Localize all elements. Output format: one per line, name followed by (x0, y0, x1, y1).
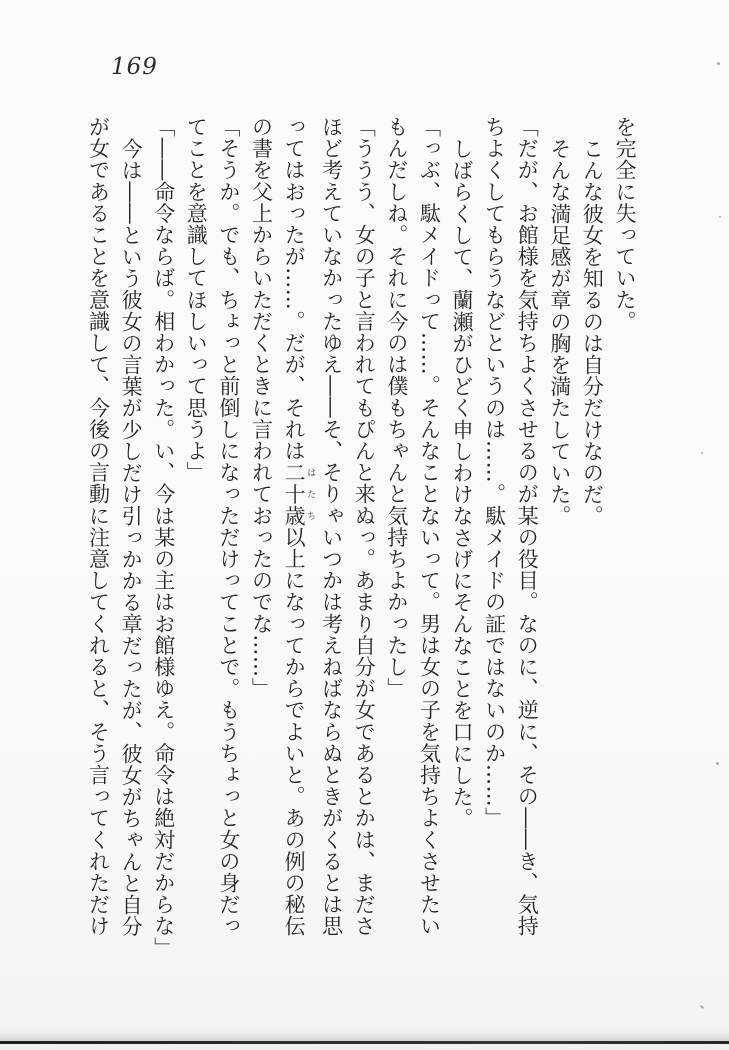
text-line: そんな満足感が章の胸を満たしていた。 (547, 137, 572, 527)
page-number: 169 (111, 54, 158, 80)
scan-speck (701, 452, 703, 454)
scan-speck (719, 216, 721, 218)
text-line: てことを意識してほしいって思うよ」 (184, 116, 209, 484)
furigana-ruby: 二十歳 はたち (282, 461, 316, 527)
text-line: を完全に失っていた。 (613, 116, 637, 332)
scan-speck (716, 762, 719, 765)
text-line: ほど考えていなかったゆえ――そ、そりゃいつかは考えねばならぬときがくるとは思 (319, 116, 344, 937)
scan-edge (0, 1041, 729, 1044)
text-line: 「っぶ、駄メイドって……。そんなことないって。男は女の子を気持ちよくさせたい (417, 116, 442, 937)
body-text (82, 116, 641, 962)
scan-edge-shadow (0, 1031, 729, 1041)
text-line: ちよくしてもらうなどというのは……。駄メイドの証ではないのか……」 (482, 116, 507, 829)
text-line: 「ううう、女の子と言われてもぴんと来ぬっ。あまり自分が女であるとかは、まださ (352, 116, 377, 937)
text-line: が女であることを意識して、今後の言動に注意してくれると、そう言ってくれただけ (86, 116, 111, 937)
text-line: 今は――という彼女の言葉が少しだけ引っかかる章だったが、彼女がちゃんと自分 (119, 137, 144, 937)
text-line: 「――命令ならば。相わかった。い、今は某の主はお館様ゆえ。命令は絶対だからな」 (151, 116, 176, 959)
text-line: こんな彼女を知るのは自分だけなのだ。 (580, 137, 605, 527)
text-line: 「そうか。でも、ちょっと前倒しになっただけってことで。もうちょっと女の身だっ (216, 116, 241, 937)
scan-speck (700, 1005, 704, 1009)
text-line: ってはおったが……。だが、それは二十歳 はたち以上になってからでよいと。あの例の秘伝 (282, 116, 316, 937)
text-line: の書を父上からいただくときに言われておったのでな……」 (249, 116, 274, 700)
text-line: もんだしね。それに今のは僕もちゃんと気持ちよかったし」 (384, 116, 409, 700)
text-line: 「だが、お館様を気持ちよくさせるのが某の役目。なのに、逆に、その――き、気持 (515, 116, 540, 937)
scan-speck (717, 62, 720, 65)
text-line: しばらくして、蘭瀬がひどく申しわけなさげにそんなことを口にした。 (450, 137, 475, 829)
